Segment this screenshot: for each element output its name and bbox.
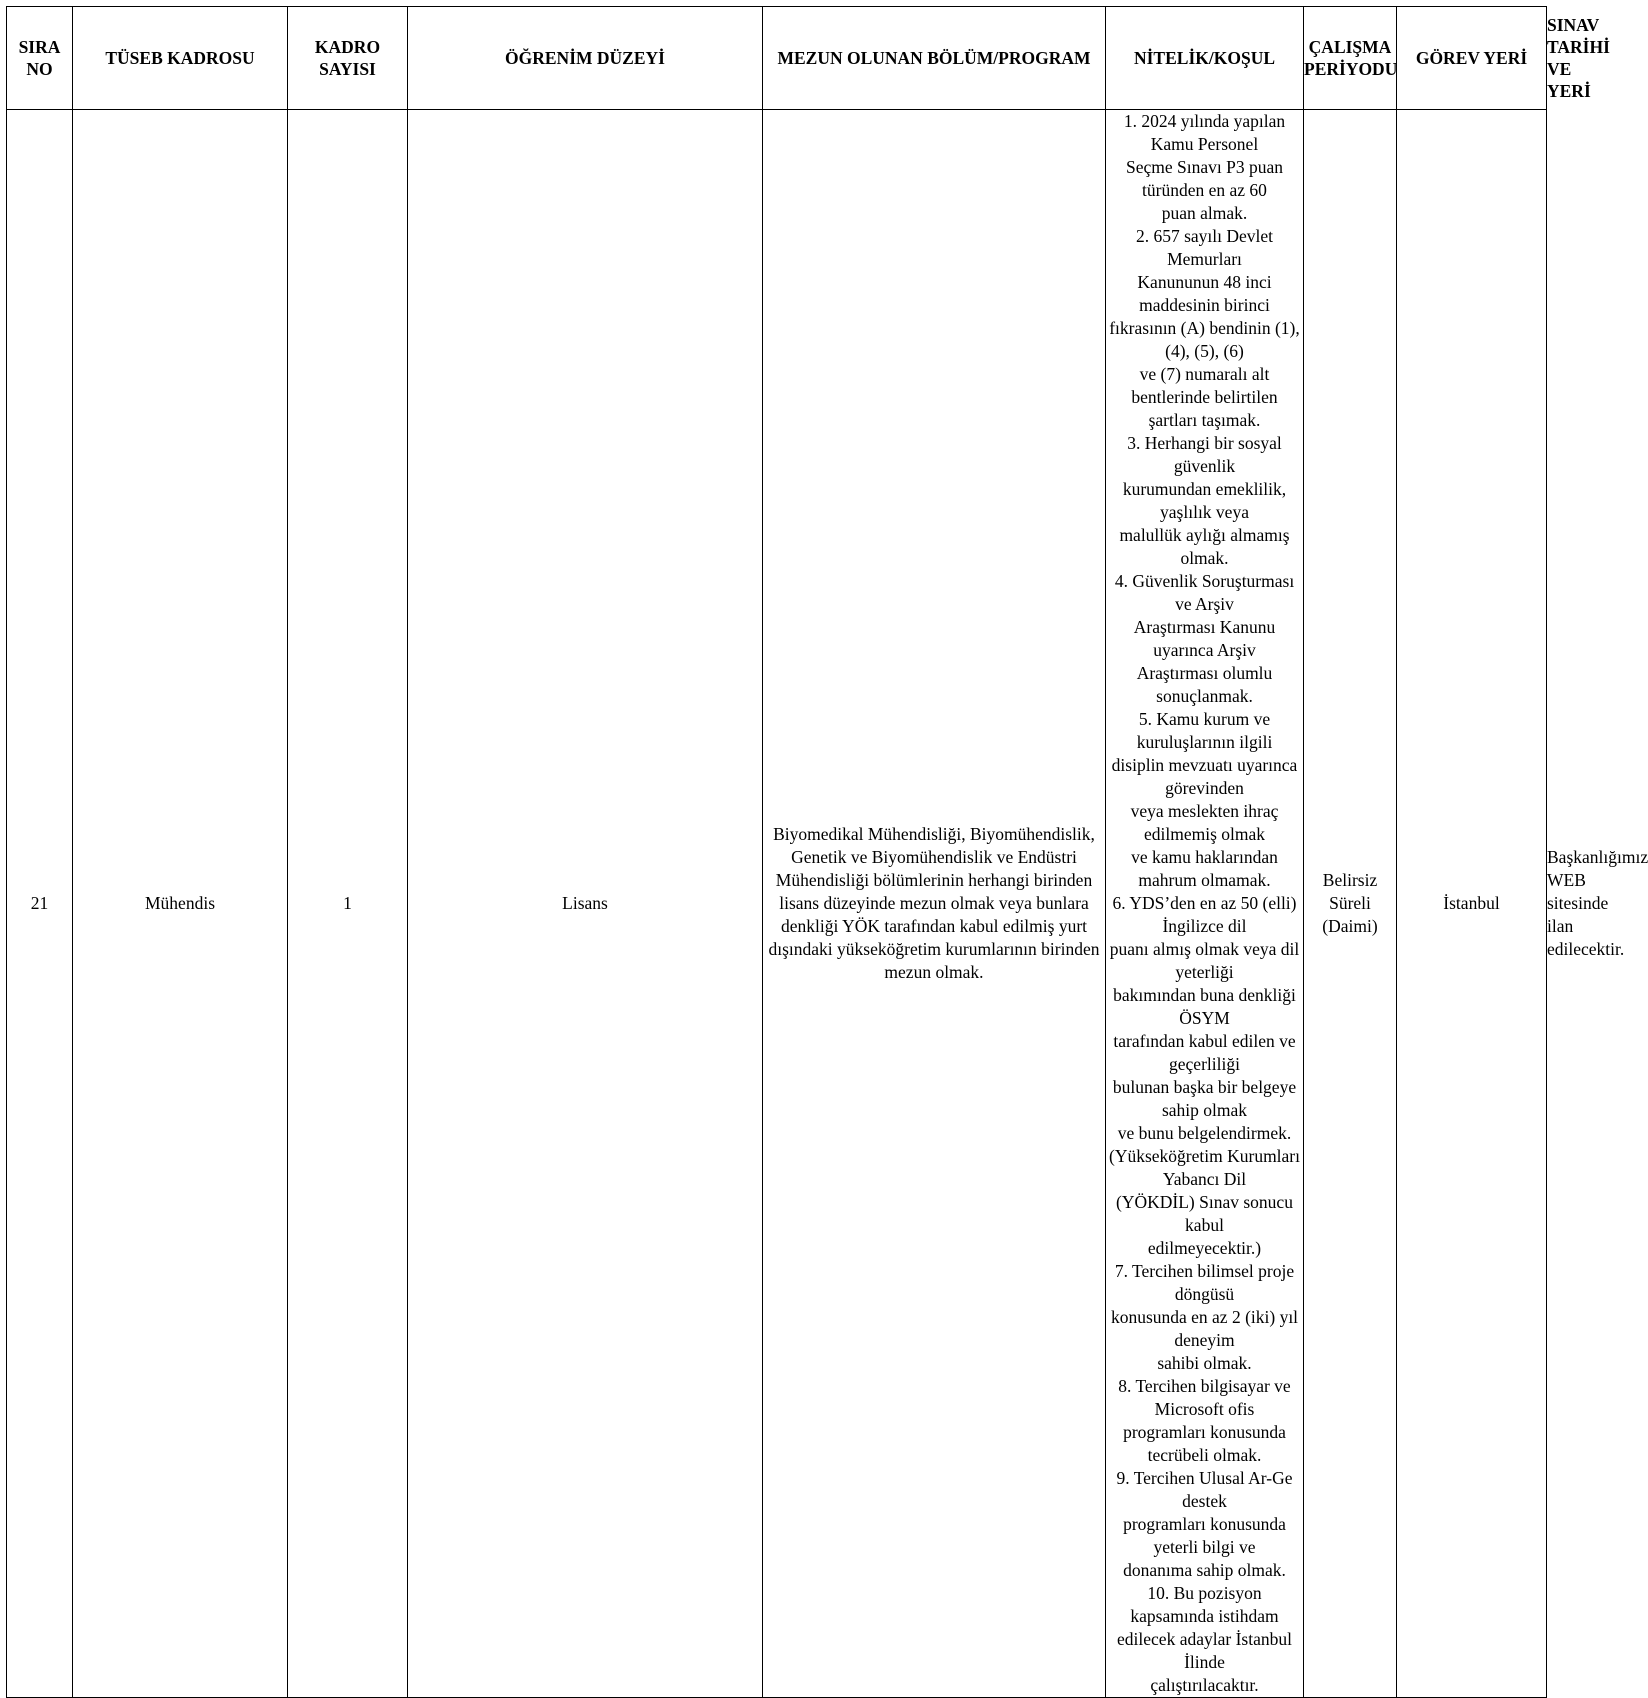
header-kadro-sayisi: KADRO SAYISI bbox=[288, 7, 408, 110]
condition-line: ve (7) numaralı alt bentlerinde belirtilen bbox=[1131, 364, 1278, 407]
condition-line: 4. Güvenlik Soruşturması ve Arşiv bbox=[1114, 571, 1295, 614]
header-ogrenim-duzeyi: ÖĞRENİM DÜZEYİ bbox=[408, 7, 763, 110]
condition-line: fıkrasının (A) bendinin (1), (4), (5), (6) bbox=[1109, 318, 1300, 361]
header-gorev-yeri: GÖREV YERİ bbox=[1397, 7, 1547, 110]
condition-line: şartları taşımak. bbox=[1148, 410, 1261, 430]
condition-line: Seçme Sınavı P3 puan türünden en az 60 bbox=[1126, 157, 1283, 200]
cell-program: Biyomedikal Mühendisliği, Biyomühendislik, Genetik ve Biyomühendislik ve Endüstri Mühendisliği bölümlerinin herhangi birinden lisans düzeyinde mezun olmak veya bunlara denkliği YÖK tarafından kabul edilmiş yurt dışındaki yükseköğretim kurumlarının birinden mezun olmak. bbox=[763, 110, 1106, 1698]
cell-gorev-yeri: İstanbul bbox=[1397, 110, 1547, 1698]
condition-line: edilmeyecektir.) bbox=[1147, 1238, 1262, 1258]
job-posting-table bbox=[6, 6, 1648, 1698]
condition-line: veya meslekten ihraç edilmemiş olmak bbox=[1130, 801, 1279, 844]
cell-kadro: Mühendis bbox=[73, 110, 288, 1698]
condition-line: 2. 657 sayılı Devlet Memurları bbox=[1135, 226, 1274, 269]
condition-line: programları konusunda tecrübeli olmak. bbox=[1123, 1422, 1286, 1465]
condition-line: 6. YDS’den en az 50 (elli) İngilizce dil bbox=[1112, 893, 1297, 936]
condition-line: puan almak. bbox=[1161, 203, 1248, 223]
condition-line: donanıma sahip olmak. bbox=[1123, 1560, 1286, 1580]
cell-kadro-sayisi: 1 bbox=[288, 110, 408, 1698]
header-tuseb-kadrosu: TÜSEB KADROSU bbox=[73, 7, 288, 110]
condition-line: disiplin mevzuatı uyarınca görevinden bbox=[1111, 755, 1298, 798]
condition-line: ve bunu belgelendirmek. bbox=[1117, 1123, 1292, 1143]
condition-line: tarafından kabul edilen ve geçerliliği bbox=[1113, 1031, 1296, 1074]
condition-line: ve kamu haklarından mahrum olmamak. bbox=[1131, 847, 1278, 890]
cell-ogrenim-duzeyi: Lisans bbox=[408, 110, 763, 1698]
condition-line: Araştırması Kanunu uyarınca Arşiv bbox=[1133, 617, 1276, 660]
condition-line: 9. Tercihen Ulusal Ar-Ge destek bbox=[1116, 1468, 1293, 1511]
condition-line: malullük aylığı almamış olmak. bbox=[1119, 525, 1290, 568]
condition-line: puanı almış olmak veya dil yeterliği bbox=[1109, 939, 1300, 982]
condition-line: edilecek adaylar İstanbul İlinde bbox=[1117, 1629, 1292, 1672]
condition-line: sahibi olmak. bbox=[1157, 1353, 1252, 1373]
condition-line: bulunan başka bir belgeye sahip olmak bbox=[1112, 1077, 1297, 1120]
condition-line: (YÖKDİL) Sınav sonucu kabul bbox=[1116, 1192, 1293, 1235]
condition-line: Kanununun 48 inci maddesinin birinci bbox=[1137, 272, 1272, 315]
header-mezun-olunan-bolum: MEZUN OLUNAN BÖLÜM/PROGRAM bbox=[763, 7, 1106, 110]
condition-line: kurumundan emeklilik, yaşlılık veya bbox=[1122, 479, 1287, 522]
condition-line: bakımından buna denkliği ÖSYM bbox=[1113, 985, 1296, 1028]
header-calisma-periyodu: ÇALIŞMA PERİYODU bbox=[1304, 7, 1397, 110]
condition-line: 10. Bu pozisyon kapsamında istihdam bbox=[1130, 1583, 1279, 1626]
condition-line: programları konusunda yeterli bilgi ve bbox=[1123, 1514, 1286, 1557]
condition-line: 8. Tercihen bilgisayar ve Microsoft ofis bbox=[1118, 1376, 1291, 1419]
header-sira-no: SIRA NO bbox=[7, 7, 73, 110]
condition-line: 1. 2024 yılında yapılan Kamu Personel bbox=[1123, 111, 1286, 154]
condition-line: konusunda en az 2 (iki) yıl deneyim bbox=[1110, 1307, 1299, 1350]
condition-line: 5. Kamu kurum ve kuruluşlarının ilgili bbox=[1136, 709, 1273, 752]
cell-conditions bbox=[1106, 110, 1304, 1698]
cell-calisma-periyodu: Belirsiz Süreli (Daimi) bbox=[1304, 110, 1397, 1698]
condition-line: 3. Herhangi bir sosyal güvenlik bbox=[1127, 433, 1282, 476]
condition-line: (Yükseköğretim Kurumları Yabancı Dil bbox=[1109, 1146, 1300, 1189]
header-row: SIRA NO TÜSEB KADROSU KADRO SAYISI ÖĞRENİM DÜZEYİ MEZUN OLUNAN BÖLÜM/PROGRAM NİTELİK/KOŞUL ÇALIŞMA PERİYODU GÖREV YERİ SINAV TARİHİ VE YERİ bbox=[7, 7, 1547, 110]
condition-line: 7. Tercihen bilimsel proje döngüsü bbox=[1114, 1261, 1295, 1304]
condition-line: Araştırması olumlu sonuçlanmak. bbox=[1136, 663, 1273, 706]
condition-line: çalıştırılacaktır. bbox=[1150, 1675, 1259, 1695]
header-nitelik-kosul: NİTELİK/KOŞUL bbox=[1106, 7, 1304, 110]
table-row: 21 Mühendis 1 Lisans Biyomedikal Mühendisliği, Biyomühendislik, Genetik ve Biyomühendislik ve Endüstri Mühendisliği bölümlerinin herhangi birinden lisans düzeyinde mezun olmak veya bunlara denkliği YÖK tarafından kabul edilmiş yurt dışındaki yükseköğretim kurumlarının birinden mezun olmak. 1. 2024 yılında yapılan Kamu Personel Seçme Sınavı P3 puan türünden en az 60 puan almak. 2. 657 sayılı Devlet Memurları Kanununun 48 inci maddesinin birinci fıkrasının (A) bendinin (1), (4), (5), (6) ve (7) numaralı alt bentlerinde belirtilen şartları taşımak. 3. Herhangi bir sosyal güvenlik kurumundan emeklilik, yaşlılık veya malullük aylığı almamış olmak. 4. Güvenlik Soruşturması ve Arşiv Araştırması Kanunu uyarınca Arşiv Araştırması olumlu sonuçlanmak. 5. Kamu kurum ve kuruluşlarının ilgili disiplin mevzuatı uyarınca görevinden veya meslekten ihraç edilmemiş olmak ve kamu haklarından mahrum olmamak. 6. YDS’den en az 50 (elli) İngilizce dil puanı almış olmak veya dil yeterliği bakımından buna denkliği ÖSYM tarafından kabul edilen ve geçerliliği bulunan başka bir belgeye sahip olmak ve bunu belgelendirmek. (Yükseköğretim Kurumları Yabancı Dil (YÖKDİL) Sınav sonucu kabul edilmeyecektir.) 7. Tercihen bilimsel proje döngüsü konusunda en az 2 (iki) yıl deneyim sahibi olmak. 8. Tercihen bilgisayar ve Microsoft ofis programları konusunda tecrübeli olmak. 9. Tercihen Ulusal Ar-Ge destek programları konusunda yeterli bilgi ve donanıma sahip olmak. 10. Bu pozisyon kapsamında istihdam edilecek adaylar İstanbul İlinde çalıştırılacaktır. Belirsiz Süreli (Daimi) İstanbul Başkanlığımız WEB sitesinde ilan edilecektir. bbox=[7, 110, 1547, 1698]
cell-sira-no: 21 bbox=[7, 110, 73, 1698]
